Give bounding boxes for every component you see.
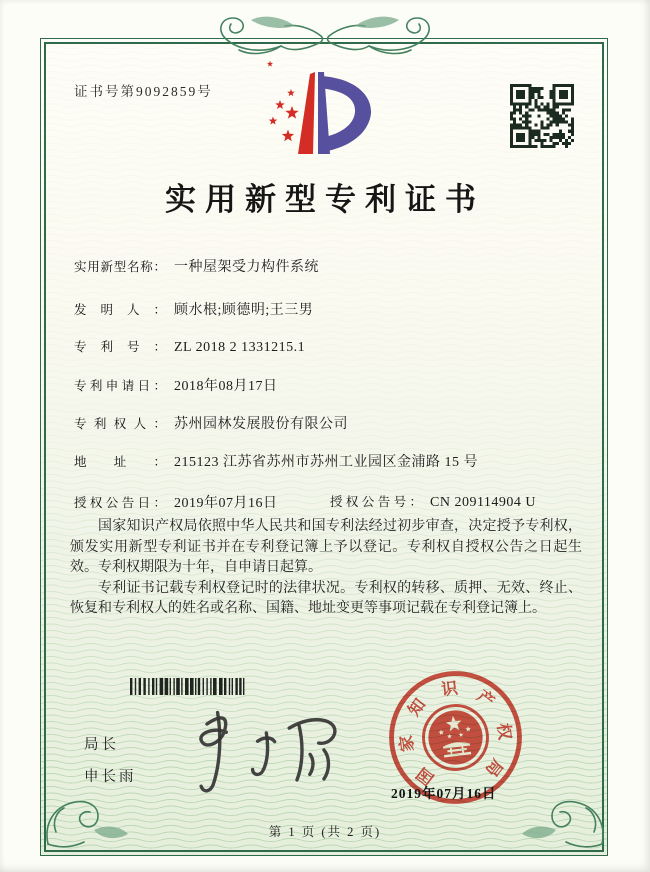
field-value: 顾水根;顾德明;王三男 (174, 303, 314, 318)
seal-char: 权 (493, 722, 515, 741)
seal-char: 产 (473, 686, 499, 712)
certificate-title: 实用新型专利证书 (165, 182, 485, 217)
field-label: 授权公告号： (330, 495, 422, 509)
seal-char: 局 (481, 755, 507, 781)
national-emblem (420, 702, 491, 773)
field-value: 215123 江苏省苏州市苏州工业园区金浦路 15 号 (174, 455, 478, 470)
field-row-filing-date (74, 375, 584, 395)
field-row-patentee (74, 413, 584, 433)
field-value: 2018年08月17日 (174, 379, 278, 394)
field-value: CN 209114904 U (430, 495, 537, 510)
field-value: 一种屋架受力构件系统 (174, 260, 319, 275)
grant-number-pair (330, 492, 536, 511)
field-label: 授权公告日： (74, 496, 166, 510)
field-value: 2019年07月16日 (174, 496, 278, 511)
seal-date: 2019年07月16日 (391, 786, 497, 801)
field-row-inventors (74, 299, 584, 319)
barcode-icon (130, 678, 246, 695)
cnipa-logo-icon (258, 58, 398, 163)
field-row-grant (74, 492, 584, 512)
field-value: 苏州园林发展股份有限公司 (174, 417, 348, 432)
field-label: 专利权人： (74, 417, 166, 431)
top-flourish-ornament (203, 6, 447, 60)
handwritten-signature-icon (176, 703, 351, 801)
field-row-name (74, 256, 584, 276)
certificate-number: 证书号第9092859号 (74, 84, 213, 99)
qr-code-icon (510, 84, 574, 148)
signatory-title: 局长 (84, 737, 119, 753)
field-label: 实用新型名称： (74, 260, 166, 274)
field-label: 发明人： (74, 303, 166, 317)
field-row-address (74, 451, 584, 471)
legal-paragraph-1: 国家知识产权局依照中华人民共和国专利法经过初步审查，决定授予专利权，颁发实用新型专利证书并在专利登记簿上予以登记。专利权自授权公告之日起生效。专利权期限为十年，自申请日起算。 (70, 519, 582, 575)
legal-text-block (70, 517, 582, 620)
signatory-name: 申长雨 (84, 769, 137, 785)
field-label: 地址： (74, 455, 166, 469)
seal-char: 知 (404, 694, 430, 720)
seal-char: 识 (440, 678, 459, 700)
legal-paragraph-2: 专利证书记载专利权登记时的法律状况。专利权的转移、质押、无效、终止、恢复和专利权人的姓名或名称、国籍、地址变更等事项记载在专利登记簿上。 (70, 580, 582, 616)
field-label: 专利申请日： (74, 379, 166, 393)
field-value: ZL 2018 2 1331215.1 (174, 340, 306, 355)
signatory-block (84, 733, 137, 797)
field-row-patent-no (74, 337, 584, 356)
page-number: 第 1 页 (共 2 页) (268, 825, 382, 839)
field-label: 专利号： (74, 340, 166, 354)
seal-char: 国 (412, 763, 438, 789)
bottom-left-corner-ornament (42, 792, 134, 850)
seal-char: 家 (396, 734, 418, 753)
